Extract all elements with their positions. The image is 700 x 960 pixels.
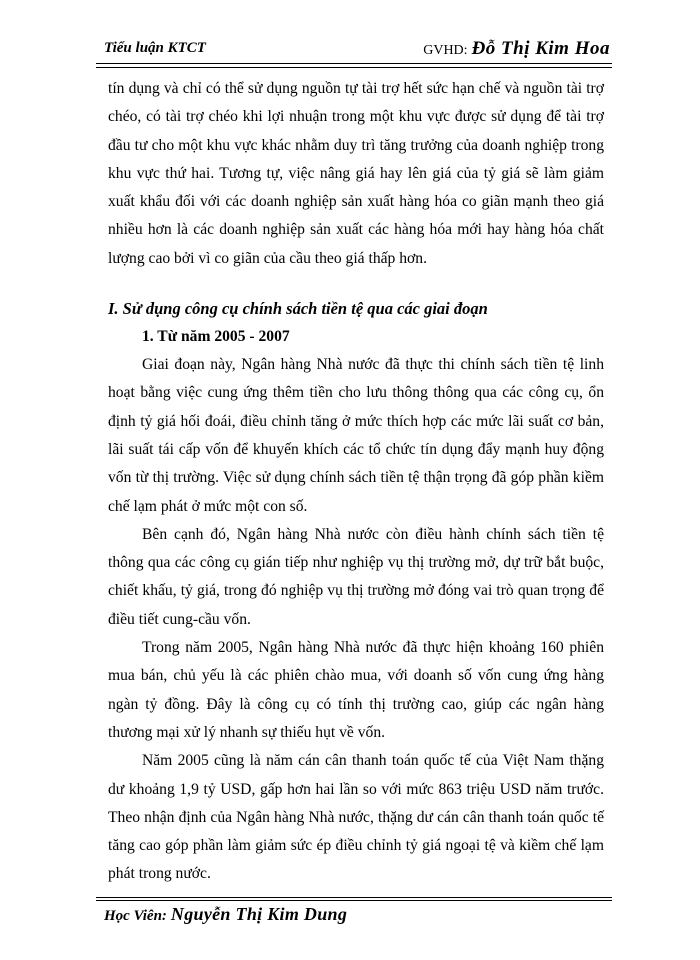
paragraph-continuation: tín dụng và chỉ có thể sử dụng nguồn tự tài trợ hết sức hạn chế và nguồn tài trợ chéo, có tài trợ chéo khi lợi nhuận trong một khu vực được sử dụng để tài trợ đầu tư cho một khu vực khác nhằm duy trì tăng trưởng của doanh nghiệp trong khu vực thứ hai. Tương tự, việc nâng giá hay lên giá của tỷ giá sẽ làm giảm xuất khẩu đối với các doanh nghiệp sản xuất hàng hóa co giãn mạnh theo giá nhiều hơn là các doanh nghiệp sản xuất các hàng hóa mới hay hàng hóa chất lượng cao bởi vì co giãn của cầu theo giá thấp hơn. [108, 80, 604, 267]
page-footer [104, 904, 347, 925]
header-divider [96, 63, 612, 64]
instructor-label: GVHD: [423, 43, 468, 58]
student-label: Học Viên: [104, 908, 167, 924]
paragraph: Năm 2005 cũng là năm cán cân thanh toán quốc tế của Việt Nam thặng dư khoảng 1,9 tỷ USD, gấp hơn hai lần so với mức 863 triệu USD năm trước. Theo nhận định của Ngân hàng Nhà nước, thặng dư cán cân thanh toán quốc tế tăng cao góp phần làm giảm sức ép điều chỉnh tỷ giá ngoại tệ và kiềm chế lạm phát trong nước. [108, 752, 604, 883]
document-title: Tiểu luận KTCT [104, 40, 206, 56]
instructor-name: Đỗ Thị Kim Hoa [471, 38, 610, 59]
student-name: Nguyễn Thị Kim Dung [170, 904, 348, 924]
paragraph: Trong năm 2005, Ngân hàng Nhà nước đã thực hiện khoảng 160 phiên mua bán, chủ yếu là các phiên chào mua, với doanh số vốn cung ứng hàng ngàn tỷ đồng. Đây là công cụ có tính thị trường cao, giúp các ngân hàng thương mại xử lý nhanh sự thiếu hụt về vốn. [108, 639, 604, 741]
header-divider-thin [96, 67, 612, 68]
footer-divider [96, 900, 612, 901]
footer-divider-thin [96, 897, 612, 898]
page-header [100, 38, 610, 64]
page-body [108, 75, 604, 889]
instructor-info [423, 38, 610, 60]
paragraph: Bên cạnh đó, Ngân hàng Nhà nước còn điều hành chính sách tiền tệ thông qua các công cụ gián tiếp như nghiệp vụ thị trường mở, dự trữ bắt buộc, chiết khấu, tỷ giá, trong đó nghiệp vụ thị trường mở đóng vai trò quan trọng để điều tiết cung-cầu vốn. [108, 525, 604, 628]
subsection-heading: 1. Từ năm 2005 - 2007 [142, 328, 290, 346]
section-heading: I. Sử dụng công cụ chính sách tiền tệ qua các giai đoạn [108, 299, 488, 319]
paragraph: Giai đoạn này, Ngân hàng Nhà nước đã thực thi chính sách tiền tệ linh hoạt bằng việc cung ứng thêm tiền cho lưu thông thông qua các công cụ, ổn định tỷ giá hối đoái, điều chỉnh tăng ở mức thích hợp các mức lãi suất cơ bản, lãi suất tái cấp vốn để khuyến khích các tổ chức tín dụng đẩy mạnh huy động vốn từ thị trường. Việc sử dụng chính sách tiền tệ thận trọng đã góp phần kiềm chế lạm phát ở mức một con số. [108, 356, 604, 515]
